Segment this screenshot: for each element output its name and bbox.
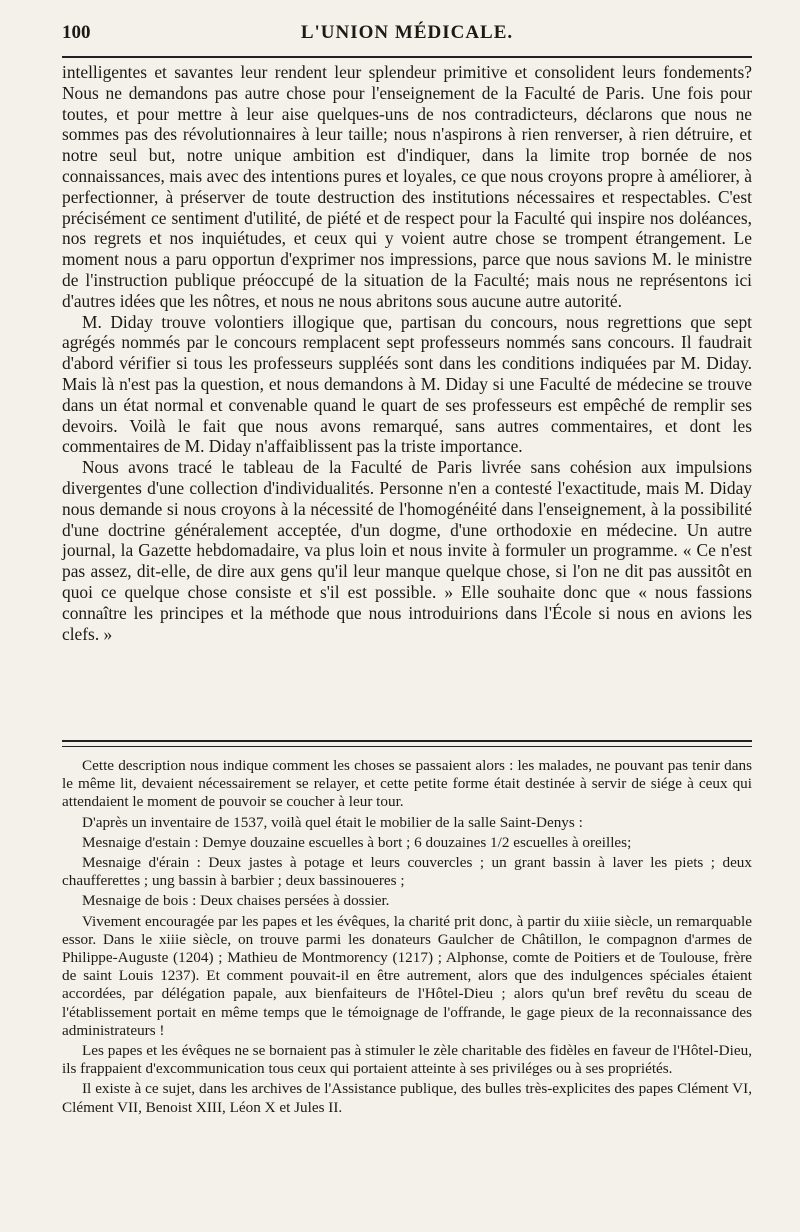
footnote-paragraph: Il existe à ce sujet, dans les archives de l'Assistance publique, des bulles très-explicites des papes Clément VI, Clément VII, Benoist XIII, Léon X et Jules II.: [62, 1080, 752, 1116]
footnote-separator: [62, 740, 752, 747]
footnote-paragraph: Mesnaige d'érain : Deux jastes à potage et leurs couvercles ; un grant bassin à laver les piets ; deux chaufferettes ; ung bassin à barbier ; deux bassinoueres ;: [62, 854, 752, 890]
footnote-paragraph: Mesnaige de bois : Deux chaises persées à dossier.: [82, 892, 390, 910]
footnote-paragraph: D'après un inventaire de 1537, voilà quel était le mobilier de la salle Saint-Denys :: [82, 813, 583, 831]
header-rule: [62, 56, 752, 58]
footnote-paragraph: Les papes et les évêques ne se bornaient pas à stimuler le zèle charitable des fidèles en faveur de l'Hôtel-Dieu, ils frappaient d'excommunication tous ceux qui portaient atteinte à ses priviléges ou à ses propriétés.: [62, 1042, 752, 1078]
body-paragraph: Nous avons tracé le tableau de la Faculté de Paris livrée sans cohésion aux impulsions divergentes d'une collection d'individualités. Personne n'en a contesté l'exactitude, mais M. Diday nous demande si nous croyons à la nécessité de l'homogénéité dans l'enseignement, à la possibilité d'une doctrine généralement acceptée, d'un dogme, d'une orthodoxie en médecine. Un autre journal, la Gazette hebdomadaire, va plus loin et nous invite à formuler un programme. « Ce n'est pas assez, dit-elle, de dire aux gens qu'il leur manque quelque chose, si l'on ne dit pas aussitôt en quoi ce quelque chose consiste et s'il est possible. » Elle souhaite donc que « nous fassions connaître les principes et la méthode que nous introduirions dans l'École si nous en avions les clefs. »: [62, 457, 752, 644]
footnote-paragraph: Mesnaige d'estain : Demye douzaine escuelles à bort ; 6 douzaines 1/2 escuelles à oreilles;: [82, 833, 632, 851]
footnote-paragraph: Cette description nous indique comment les choses se passaient alors : les malades, ne pouvant pas tenir dans le même lit, devaient nécessairement se relayer, et cette petite forme était destinée à servir de siége à ceux qui attendaient le moment de pouvoir se coucher à leur tour.: [62, 757, 752, 811]
body-paragraph: intelligentes et savantes leur rendent leur splendeur primitive et consolident leurs fondements? Nous ne demandons pas autre chose pour l'enseignement de la Faculté de Paris. Une fois pour toutes, et pour mettre à leur aise quelques-uns de nos contradicteurs, déclarons que nous ne sommes pas des révolutionnaires à leur taille; nous n'aspirons à rien renverser, à rien détruire, et notre seul but, notre unique ambition est d'indiquer, dans la limite trop bornée de nos connaissances, mais avec des intentions pures et loyales, ce que nous croyons propre à améliorer, à perfectionner, à préserver de toute destruction des institutions nécessaires et respectables. C'est précisément ce sentiment d'utilité, de piété et de respect pour la Faculté qui inspire nos doléances, nos regrets et nos inquiétudes, et ceux qui y voient autre chose se trompent étrangement. Le moment nous a paru opportun d'exprimer nos impressions, parce que nous savions M. le ministre de l'instruction publique préoccupé de la situation de la Faculté; mais nous ne représentons ici d'autres idées que les nôtres, et nous ne nous abritons sous aucune autre autorité.: [62, 62, 752, 311]
page-number: 100: [62, 22, 91, 43]
page-header: [62, 22, 752, 50]
footnote-paragraph: Vivement encouragée par les papes et les évêques, la charité prit donc, à partir du xiiie siècle, un remarquable essor. Dans le xiiie siècle, on trouve parmi les donateurs Gaulcher de Châtillon, le compagnon d'armes de Philippe-Auguste (1204) ; Mathieu de Montmorency (1217) ; Alphonse, comte de Poitiers et de Toulouse, frère de saint Louis 1237). Et comment pouvait-il en être autrement, alors que des indulgences spéciales étaient accordées, par délégation papale, aux bienfaiteurs de l'Hôtel-Dieu ; alors qu'un bref revêtu du sceau de l'établissement portait en même temps que le témoignage de l'offrande, le gage pieux de la reconnaissance des administrateurs !: [62, 912, 752, 1039]
main-text: [62, 62, 752, 644]
running-title: L'UNION MÉDICALE.: [300, 22, 514, 43]
footnotes: [62, 757, 752, 1119]
body-paragraph: M. Diday trouve volontiers illogique que, partisan du concours, nous regrettions que sept agrégés nommés par le concours remplacent sept professeurs nommés sans concours. Il faudrait d'abord vérifier si tous les professeurs suppléés sont dans les conditions indiquées par M. Diday. Mais là n'est pas la question, et nous demandons à M. Diday si une Faculté de médecine se trouve dans un état normal et convenable quand le quart de ses professeurs est empêché de remplir ses devoirs. Voilà le fait que nous avons remarqué, sans autres commentaires, et dont les commentaires de M. Diday n'affaiblissent pas la triste importance.: [62, 311, 752, 457]
